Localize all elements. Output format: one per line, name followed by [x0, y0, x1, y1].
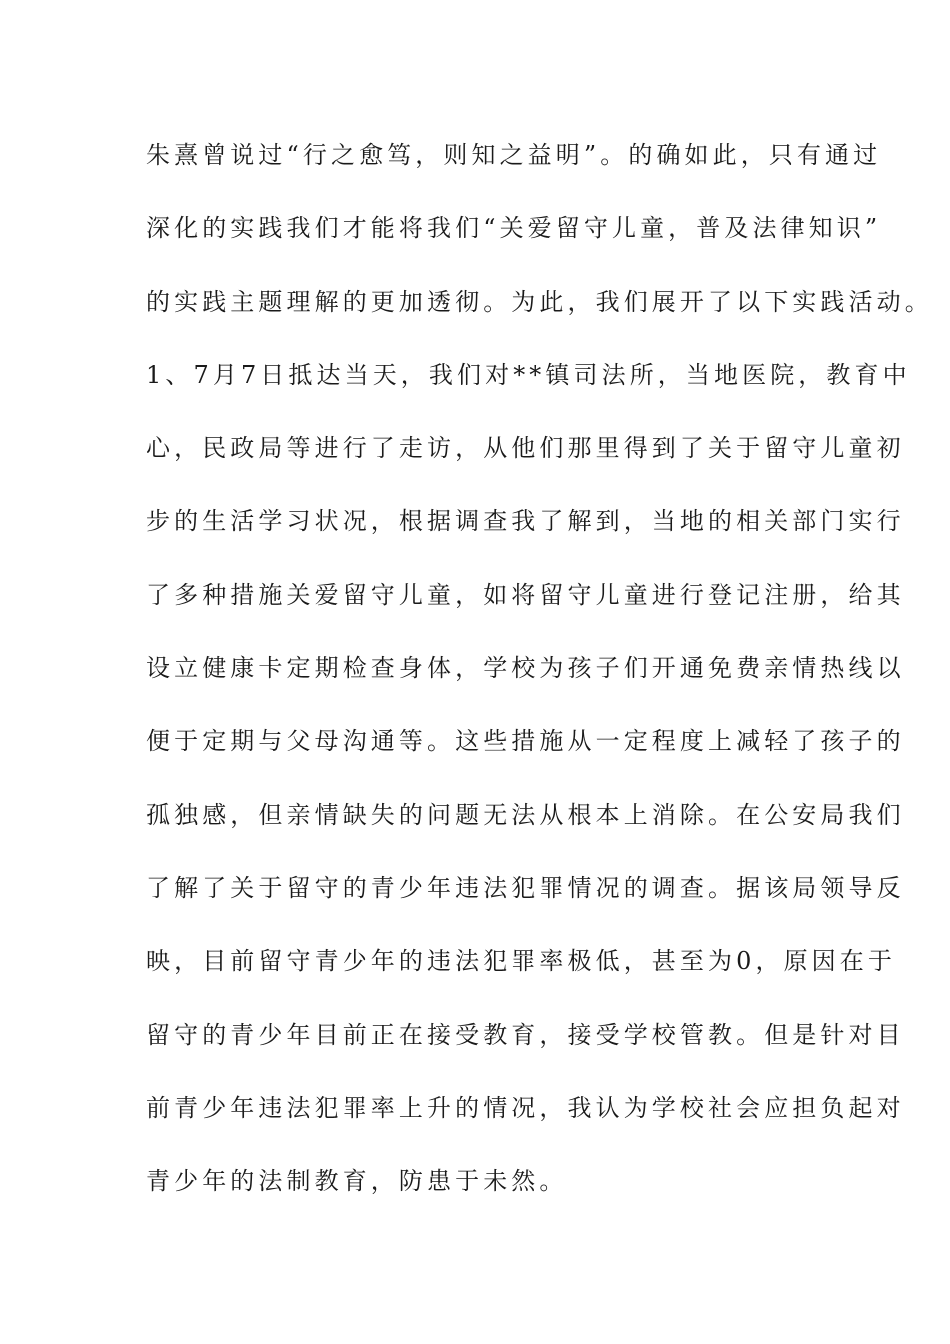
- text-line-2: 深化的实践我们才能将我们“关爱留守儿童，普及法律知识”: [146, 214, 882, 243]
- text-line-6: 步的生活学习状况，根据调查我了解到，当地的相关部门实行: [146, 507, 905, 536]
- text-line-5: 心，民政局等进行了走访，从他们那里得到了关于留守儿童初: [146, 434, 905, 463]
- text-line-14: 前青少年违法犯罪率上升的情况，我认为学校社会应担负起对: [146, 1093, 905, 1122]
- text-line-9: 便于定期与父母沟通等。这些措施从一定程度上减轻了孩子的: [146, 727, 905, 756]
- text-line-11: 了解了关于留守的青少年违法犯罪情况的调查。据该局领导反: [146, 873, 905, 902]
- text-line-1: 朱熹曾说过“行之愈笃，则知之益明”。的确如此，只有通过: [146, 141, 882, 169]
- body-text: [146, 128, 933, 1227]
- text-line-7: 了多种措施关爱留守儿童，如将留守儿童进行登记注册，给其: [146, 580, 905, 609]
- text-line-3: 的实践主题理解的更加透彻。为此，我们展开了以下实践活动。: [146, 287, 933, 316]
- text-line-12: 映，目前留守青少年的违法犯罪率极低，甚至为0，原因在于: [146, 947, 896, 976]
- text-line-15: 青少年的法制教育，防患于未然。: [146, 1167, 568, 1196]
- text-line-4: 1、7月7日抵达当天，我们对**镇司法所，当地医院，教育中: [146, 360, 911, 389]
- text-line-13: 留守的青少年目前正在接受教育，接受学校管教。但是针对目: [146, 1020, 905, 1049]
- text-line-10: 孤独感，但亲情缺失的问题无法从根本上消除。在公安局我们: [146, 800, 905, 829]
- text-line-8: 设立健康卡定期检查身体，学校为孩子们开通免费亲情热线以: [146, 654, 905, 683]
